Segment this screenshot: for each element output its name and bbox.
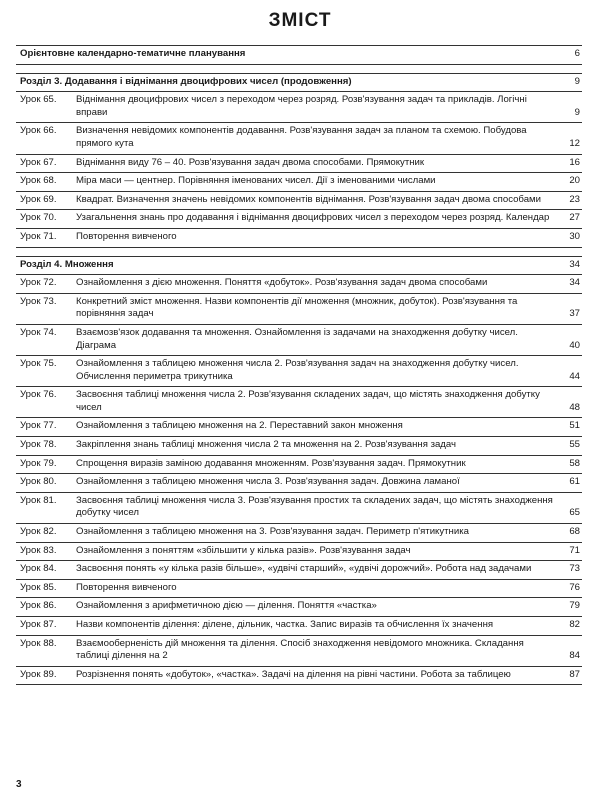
lesson-title: Засвоєння таблиці множення числа 2. Розв'язування складених задач, що містять знаходження добутку чисел <box>76 389 540 413</box>
lesson-title: Повторення вивченого <box>76 230 177 242</box>
lesson-label: Урок 66. <box>20 125 57 137</box>
toc-lesson-row <box>16 294 582 325</box>
toc-lesson-row <box>16 456 582 475</box>
lesson-label: Урок 88. <box>20 637 57 649</box>
toc-lesson-row <box>16 92 582 123</box>
toc-lesson-row <box>16 356 582 387</box>
toc-lesson-row <box>16 580 582 599</box>
page-ref: 58 <box>569 457 580 469</box>
lesson-label: Урок 86. <box>20 600 57 612</box>
page-ref: 9 <box>574 106 580 118</box>
lesson-label: Урок 84. <box>20 563 57 575</box>
toc-lesson-row <box>16 617 582 636</box>
page-ref: 51 <box>569 420 580 432</box>
lesson-label: Урок 80. <box>20 476 57 488</box>
lesson-title: Ознайомлення з таблицею множення числа 2. Розв'язування задач на знаходження добутку чисел. Обчислення периметра трикутника <box>76 358 519 382</box>
lesson-label: Урок 69. <box>20 193 57 205</box>
page-ref: 71 <box>569 544 580 556</box>
section-title: Розділ 3. Додавання і віднімання двоцифрових чисел (продовження) <box>20 75 352 87</box>
toc-lesson-row <box>16 155 582 174</box>
lesson-title: Віднімання виду 76 – 40. Розв'язування задач двома способами. Прямокутник <box>76 156 425 168</box>
toc-lesson-row <box>16 543 582 562</box>
page-ref: 82 <box>569 619 580 630</box>
toc-lesson-row <box>16 210 582 229</box>
page-ref: 27 <box>569 212 580 224</box>
page-ref: 84 <box>569 650 580 662</box>
toc-lesson-row <box>16 524 582 543</box>
toc-section-row <box>16 256 582 276</box>
page-ref: 76 <box>569 581 580 593</box>
toc-section-row <box>16 73 582 93</box>
page-ref: 87 <box>569 668 580 680</box>
lesson-title: Спрощення виразів заміною додавання множенням. Розв'язування задач. Прямокутник <box>76 457 466 469</box>
toc-lesson-row <box>16 275 582 294</box>
lesson-title: Ознайомлення з таблицею множення на 3. Розв'язування задач. Периметр п'ятикутника <box>76 526 469 538</box>
toc-lesson-row <box>16 667 582 686</box>
lesson-label: Урок 78. <box>20 439 57 451</box>
lesson-title: Повторення вивченого <box>76 581 177 593</box>
toc-section-row <box>16 46 582 65</box>
lesson-label: Урок 81. <box>20 494 57 506</box>
page-ref: 16 <box>569 156 580 168</box>
lesson-label: Урок 76. <box>20 389 57 401</box>
lesson-title: Визначення невідомих компонентів додавання. Розв'язування задач за планом та схемою. Побудова прямого кута <box>76 125 527 149</box>
toc-lesson-row <box>16 561 582 580</box>
page-ref: 44 <box>569 370 580 382</box>
toc-lesson-row <box>16 387 582 418</box>
lesson-label: Урок 71. <box>20 230 57 242</box>
section-title: Орієнтовне календарно-тематичне планування <box>20 48 246 59</box>
lesson-title: Назви компонентів ділення: ділене, дільник, частка. Запис виразів та обчислення їх значення <box>76 619 494 630</box>
lesson-title: Квадрат. Визначення значень невідомих компонентів віднімання. Розв'язування задач двома способами <box>76 193 541 205</box>
lesson-label: Урок 73. <box>20 295 57 307</box>
page-ref: 37 <box>569 308 580 320</box>
lesson-title: Віднімання двоцифрових чисел з переходом через розряд. Розв'язування задач та прикладів. Логічні вправи <box>76 94 527 118</box>
toc-lesson-row <box>16 636 582 667</box>
lesson-label: Урок 89. <box>20 668 57 680</box>
toc-lesson-row <box>16 418 582 437</box>
toc-lesson-row <box>16 229 582 248</box>
page-ref: 48 <box>569 401 580 413</box>
toc-lesson-row <box>16 325 582 356</box>
table-of-contents <box>16 45 582 685</box>
toc-lesson-row <box>16 123 582 154</box>
page-ref: 12 <box>569 137 580 149</box>
lesson-title: Ознайомлення з таблицею множення числа 3. Розв'язування задач. Довжина ламаної <box>76 476 460 488</box>
lesson-label: Урок 87. <box>20 619 57 630</box>
lesson-title: Міра маси — центнер. Порівняння іменованих чисел. Дії з іменованими числами <box>76 175 436 187</box>
page-ref: 65 <box>569 507 580 519</box>
toc-lesson-row <box>16 474 582 493</box>
page-ref: 55 <box>569 439 580 451</box>
lesson-label: Урок 68. <box>20 175 57 187</box>
toc-lesson-row <box>16 493 582 524</box>
toc-lesson-row <box>16 192 582 211</box>
page-ref: 30 <box>569 230 580 242</box>
page-ref: 20 <box>569 175 580 187</box>
lesson-title: Розрізнення понять «добуток», «частка». Задачі на ділення на рівні частини. Робота за таблицею <box>76 668 511 680</box>
lesson-title: Засвоєння понять «у кілька разів більше», «удвічі старший», «удвічі дорожчий». Робота над задачами <box>76 563 532 575</box>
lesson-title: Взаємозв'язок додавання та множення. Ознайомлення із задачами на знаходження добутку чисел. Діаграма <box>76 326 518 351</box>
lesson-label: Урок 67. <box>20 156 57 168</box>
lesson-label: Урок 75. <box>20 358 57 370</box>
page-ref: 34 <box>569 258 580 270</box>
toc-lesson-row <box>16 598 582 617</box>
lesson-title: Ознайомлення з дією множення. Поняття «добуток». Розв'язування задач двома способами <box>76 277 488 289</box>
lesson-title: Узагальнення знань про додавання і віднімання двоцифрових чисел з переходом через розряд. Календар <box>76 212 550 224</box>
page-ref: 34 <box>569 277 580 289</box>
lesson-label: Урок 83. <box>20 544 57 556</box>
lesson-title: Ознайомлення з арифметичною дією — ділення. Поняття «частка» <box>76 600 377 612</box>
page-ref: 40 <box>569 339 580 351</box>
page-ref: 9 <box>574 75 580 87</box>
lesson-title: Закріплення знань таблиці множення числа 2 та множення на 2. Розв'язування задач <box>76 439 457 451</box>
lesson-title: Засвоєння таблиці множення числа 3. Розв'язування простих та складених задач, що містять знаходження добутку чисел <box>76 494 553 519</box>
page-ref: 6 <box>574 48 580 59</box>
page-ref: 61 <box>569 476 580 488</box>
page-ref: 68 <box>569 526 580 538</box>
toc-lesson-row <box>16 173 582 192</box>
page-ref: 73 <box>569 563 580 575</box>
lesson-title: Ознайомлення з поняттям «збільшити у кілька разів». Розв'язування задач <box>76 544 411 556</box>
lesson-label: Урок 70. <box>20 212 57 224</box>
lesson-label: Урок 77. <box>20 420 57 432</box>
lesson-title: Взаємоoбернeність дій множення та ділення. Спосіб знаходження невідомого множника. Складання таблиці ділення на 2 <box>76 637 524 662</box>
lesson-title: Конкретний зміст множення. Назви компонентів дії множення (множник, добуток). Розв'язування та порівняння задач <box>76 295 518 320</box>
lesson-label: Урок 82. <box>20 526 57 538</box>
lesson-label: Урок 65. <box>20 94 57 106</box>
page-title: ЗМІСТ <box>268 10 332 31</box>
page-number: 3 <box>16 779 22 790</box>
toc-lesson-row <box>16 437 582 456</box>
section-title: Розділ 4. Множення <box>20 258 114 270</box>
lesson-title: Ознайомлення з таблицею множення на 2. Переставний закон множення <box>76 420 403 432</box>
lesson-label: Урок 79. <box>20 457 57 469</box>
lesson-label: Урок 85. <box>20 581 57 593</box>
page-ref: 79 <box>569 600 580 612</box>
lesson-label: Урок 72. <box>20 277 57 289</box>
lesson-label: Урок 74. <box>20 326 57 338</box>
page-ref: 23 <box>569 193 580 205</box>
